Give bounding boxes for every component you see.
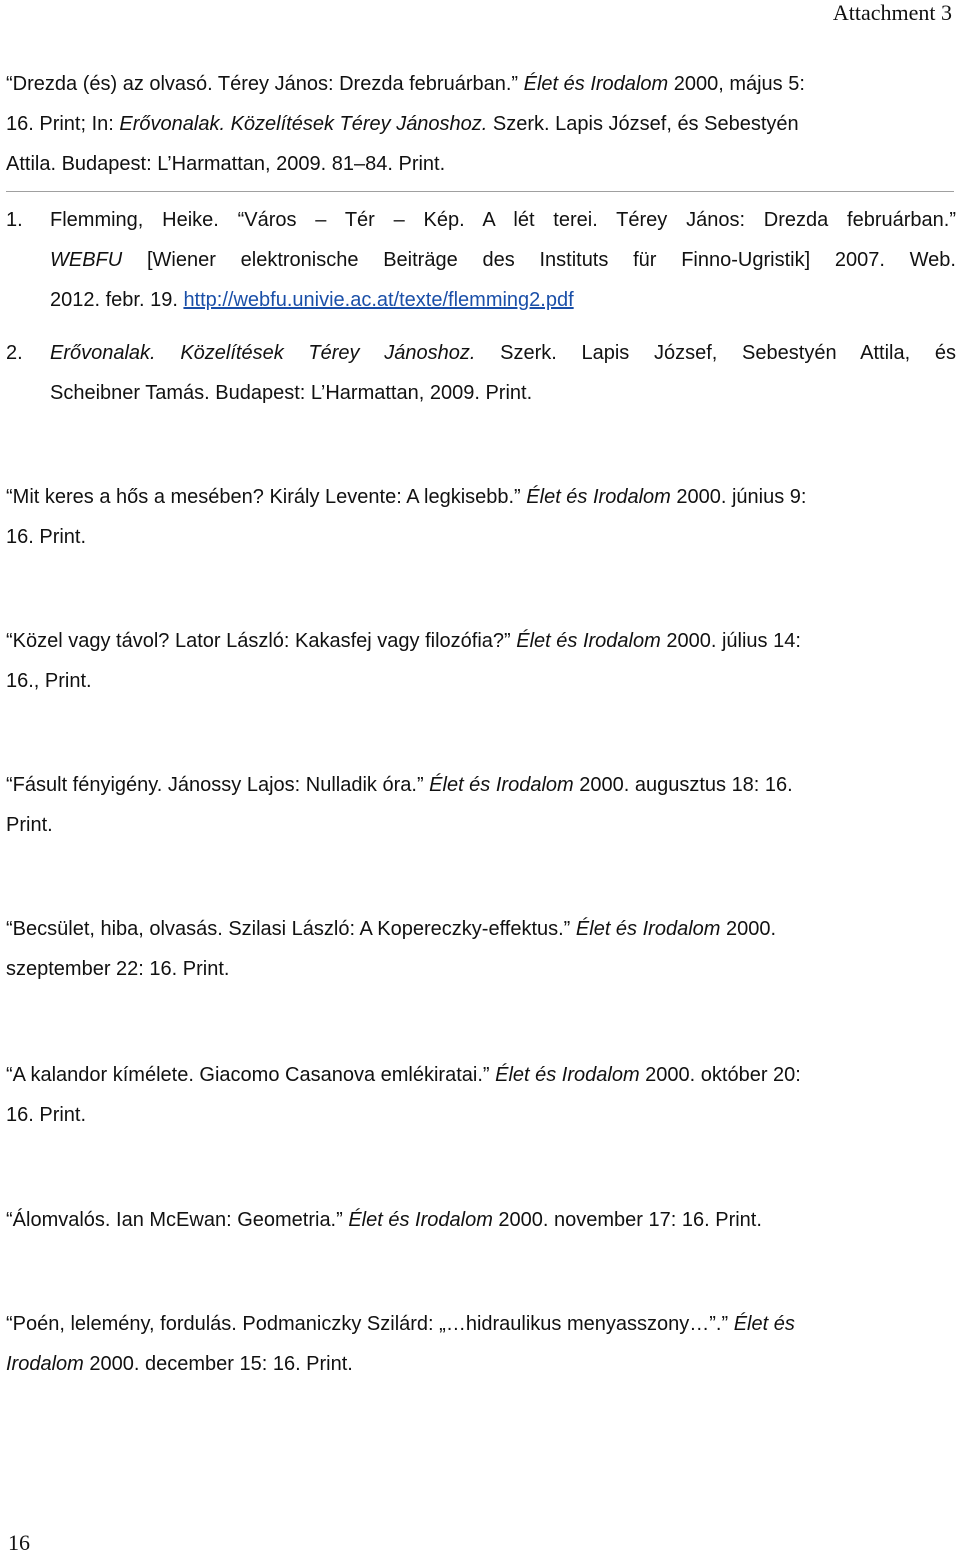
entry-line [6, 64, 954, 104]
entry-text: 2012. febr. 19. [50, 289, 184, 311]
entry-line [50, 280, 956, 320]
entry-line [6, 1344, 954, 1384]
bibliography-entry-alom [6, 1200, 954, 1240]
entry-line [6, 477, 954, 517]
entry-text: 2000. november 17: 16. Print. [492, 1209, 762, 1231]
journal-title: Élet és Irodalom [526, 486, 671, 508]
entry-text: 2000, május 5: [668, 73, 805, 95]
entry-text: 2000. [720, 918, 777, 940]
entry-text: 2000. július 14: [660, 630, 801, 652]
numbered-reference-2 [6, 333, 956, 413]
entry-text: “Álomvalós. Ian McEwan: Geometria.” [6, 1209, 349, 1231]
bibliography-entry-kozel [6, 621, 954, 701]
entry-line: Attila. Budapest: L’Harmattan, 2009. 81–84. Print. [6, 153, 446, 175]
entry-text: 2000. október 20: [639, 1064, 801, 1086]
journal-title: Élet és Irodalom [523, 73, 669, 95]
journal-title: Élet és Irodalom [575, 918, 721, 940]
entry-text: Szerk. Lapis József, és Sebestyén [487, 113, 799, 135]
bibliography-entry-poen [6, 1304, 954, 1384]
journal-title: Irodalom [6, 1353, 84, 1375]
entry-line [6, 765, 954, 805]
entry-text: [Wiener elektronische Beiträge des Instituts für Finno-Ugristik] 2007. Web. [122, 249, 956, 271]
bibliography-entry-hos [6, 477, 954, 557]
bibliography-entry-drezda [6, 64, 954, 184]
attachment-label: Attachment 3 [832, 0, 952, 25]
entry-text: 16. Print; In: [6, 113, 120, 135]
entry-text: 2000. december 15: 16. Print. [83, 1353, 353, 1375]
entry-text: “Becsület, hiba, olvasás. Szilasi László: A Kopereczky-effektus.” [6, 918, 576, 940]
entry-text: “Közel vagy távol? Lator László: Kakasfej vagy filozófia?” [6, 630, 517, 652]
reference-number: 1. [6, 209, 23, 231]
entry-text: “Drezda (és) az olvasó. Térey János: Drezda februárban.” [6, 73, 524, 95]
numbered-reference-1 [6, 200, 956, 320]
journal-title: Élet és Irodalom [348, 1209, 493, 1231]
entry-line: 16. Print. [6, 526, 87, 548]
page-number: 16 [8, 1530, 30, 1555]
entry-text: 2000. június 9: [670, 486, 807, 508]
entry-line: szeptember 22: 16. Print. [6, 958, 230, 980]
entry-text: “A kalandor kímélete. Giacomo Casanova emlékiratai.” [6, 1064, 496, 1086]
entry-line [50, 333, 956, 373]
journal-title: Élet és Irodalom [495, 1064, 640, 1086]
entry-line [6, 104, 954, 144]
flemming-pdf-link[interactable]: http://webfu.univie.ac.at/texte/flemming2.pdf [183, 289, 574, 311]
entry-line: Print. [6, 814, 53, 836]
entry-line: Flemming, Heike. “Város – Tér – Kép. A lét terei. Térey János: Drezda februárban.” [50, 209, 956, 231]
entry-text: “Fásult fényigény. Jánossy Lajos: Nulladik óra.” [6, 774, 430, 796]
journal-title: Élet és [733, 1313, 795, 1335]
entry-text: Szerk. Lapis József, Sebestyén Attila, és [475, 342, 957, 364]
entry-line [6, 1304, 954, 1344]
book-title: Erővonalak. Közelítések Térey Jánoshoz. [119, 113, 488, 135]
bibliography-entry-kalandor [6, 1055, 954, 1135]
entry-text: 2000. augusztus 18: 16. [573, 774, 793, 796]
entry-line [6, 1200, 954, 1240]
journal-title: WEBFU [50, 249, 123, 271]
bibliography-entry-becsulet [6, 909, 954, 989]
reference-number: 2. [6, 342, 23, 364]
entry-line [6, 621, 954, 661]
journal-title: Élet és Irodalom [429, 774, 574, 796]
journal-title: Élet és Irodalom [516, 630, 661, 652]
book-title: Erővonalak. Közelítések Térey Jánoshoz. [50, 342, 476, 364]
entry-text: “Poén, lelemény, fordulás. Podmaniczky Szilárd: „…hidraulikus menyasszony…”.” [6, 1313, 734, 1335]
entry-line [6, 909, 954, 949]
entry-line: 16., Print. [6, 670, 92, 692]
bibliography-entry-fasult [6, 765, 954, 845]
entry-line: 16. Print. [6, 1104, 87, 1126]
entry-line: Scheibner Tamás. Budapest: L’Harmattan, 2009. Print. [50, 382, 533, 404]
entry-text: “Mit keres a hős a mesében? Király Levente: A legkisebb.” [6, 486, 527, 508]
entry-line [50, 240, 956, 280]
entry-line [6, 1055, 954, 1095]
separator-line [6, 191, 954, 192]
